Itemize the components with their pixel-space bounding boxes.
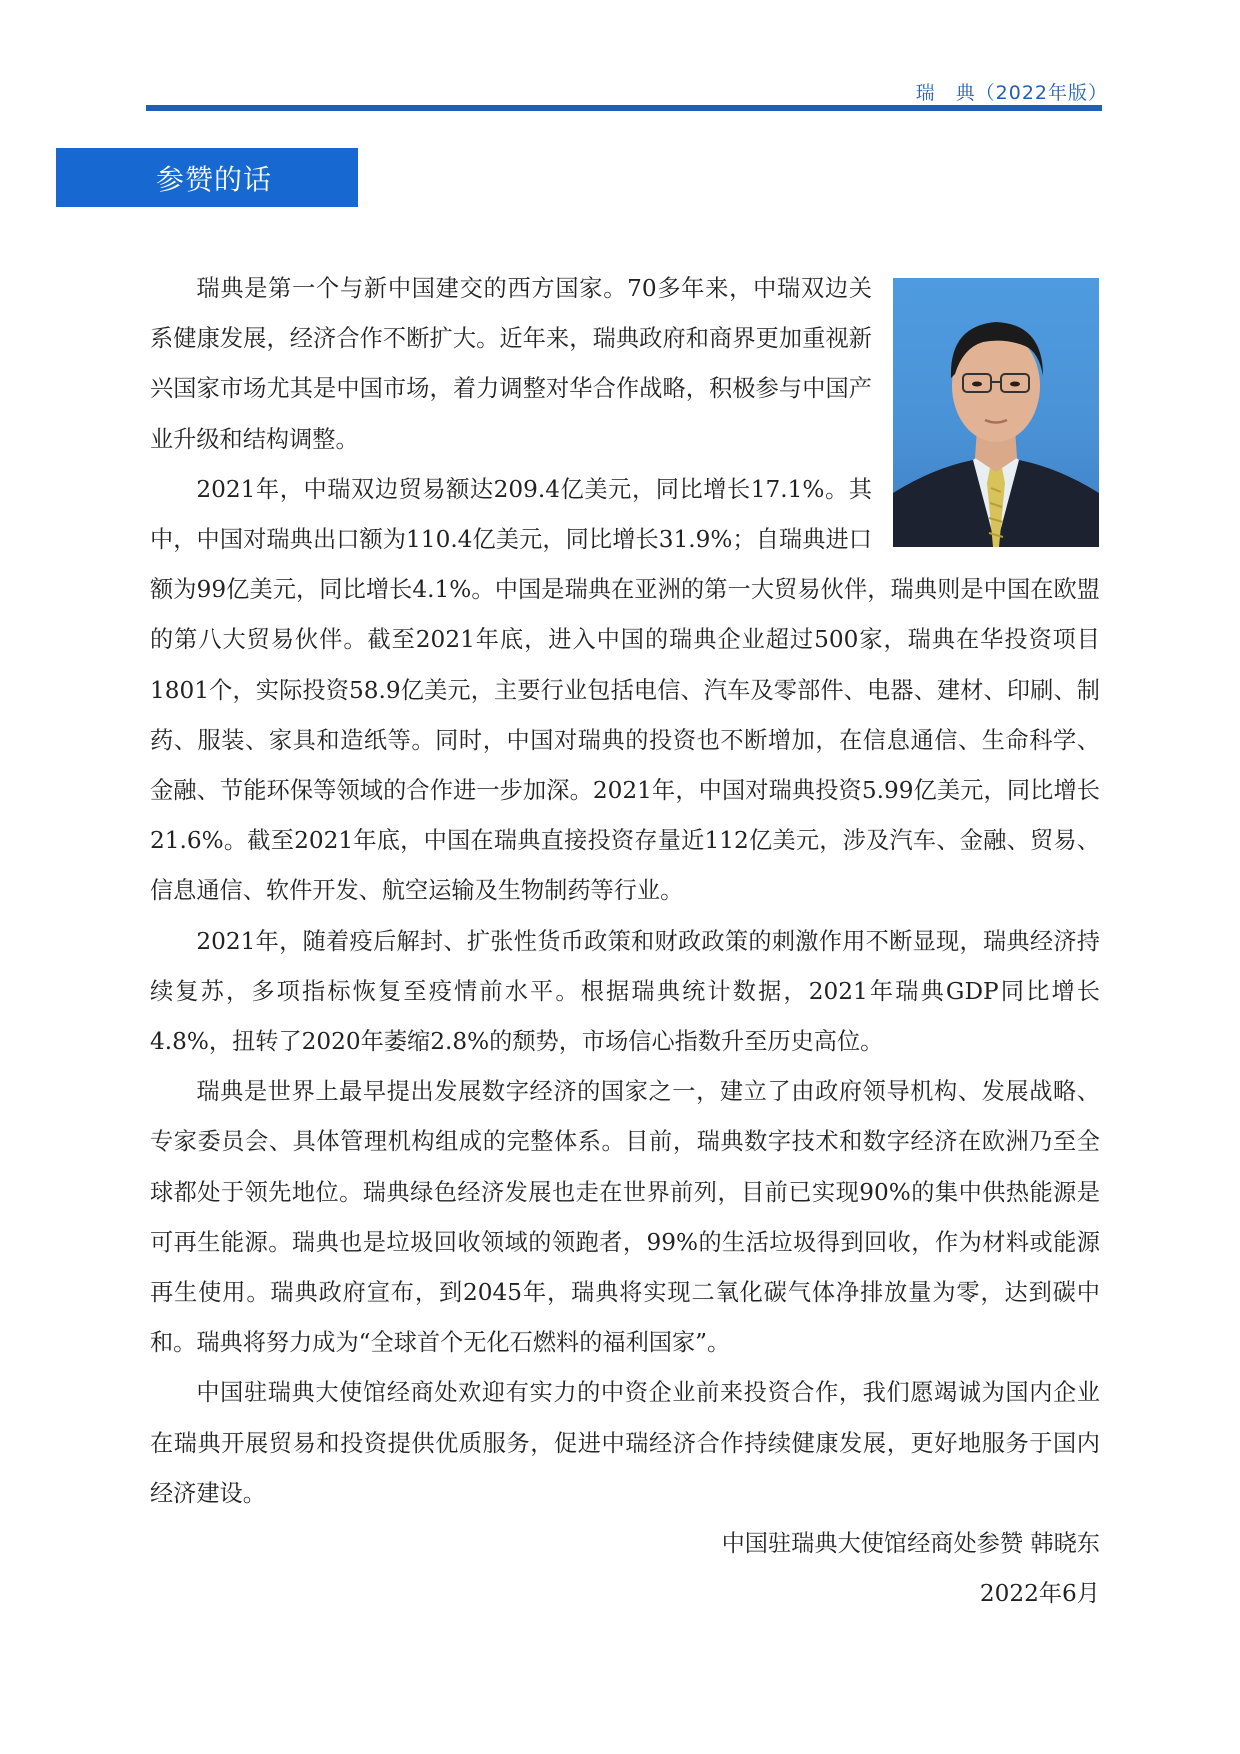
paragraph-4: 瑞典是世界上最早提出发展数字经济的国家之一，建立了由政府领导机构、发展战略、专家委员会、具体管理机构组成的完整体系。目前，瑞典数字技术和数字经济在欧洲乃至全球都处于领先地位。瑞典绿色经济发展也走在世界前列，目前已实现90%的集中供热能源是可再生能源。瑞典也是垃圾回收领域的领跑者，99%的生活垃圾得到回收，作为材料或能源再生使用。瑞典政府宣布，到2045年，瑞典将实现二氧化碳气体净排放量为零，达到碳中和。瑞典将努力成为“全球首个无化石燃料的福利国家”。 (150, 1078, 1100, 1357)
paragraph-5: 中国驻瑞典大使馆经商处欢迎有实力的中资企业前来投资合作，我们愿竭诚为国内企业在瑞典开展贸易和投资提供优质服务，促进中瑞经济合作持续健康发展，更好地服务于国内经济建设。 (150, 1379, 1100, 1507)
header-title: 瑞 典（2022年版） (915, 82, 1108, 104)
signature-date: 2022年6月 (979, 1580, 1100, 1608)
section-banner (56, 148, 358, 207)
paragraph-2: 2021年，中瑞双边贸易额达209.4亿美元，同比增长17.1%。其中，中国对瑞典出口额为110.4亿美元，同比增长31.9%；自瑞典进口额为99亿美元，同比增长4.1%。中国是瑞典在亚洲的第一大贸易伙伴，瑞典则是中国在欧盟的第八大贸易伙伴。截至2021年底，进入中国的瑞典企业超过500家，瑞典在华投资项目1801个，实际投资58.9亿美元，主要行业包括电信、汽车及零部件、电器、建材、印刷、制药、服装、家具和造纸等。同时，中国对瑞典的投资也不断增加，在信息通信、生命科学、金融、节能环保等领域的合作进一步加深。2021年，中国对瑞典投资5.99亿美元，同比增长21.6%。截至2021年底，中国在瑞典直接投资存量近112亿美元，涉及汽车、金融、贸易、信息通信、软件开发、航空运输及生物制药等行业。 (150, 475, 1100, 905)
article-body (150, 264, 1100, 1619)
paragraph-3: 2021年，随着疫后解封、扩张性货币政策和财政政策的刺激作用不断显现，瑞典经济持续复苏，多项指标恢复至疫情前水平。根据瑞典统计数据，2021年瑞典GDP同比增长4.8%，扭转了2020年萎缩2.8%的颓势，市场信心指数升至历史高位。 (150, 927, 1100, 1056)
section-title: 参赞的话 (156, 162, 273, 196)
header-rule (146, 105, 1102, 111)
signature-author: 中国驻瑞典大使馆经商处参赞 韩晓东 (721, 1530, 1100, 1558)
paragraph-1: 瑞典是第一个与新中国建交的西方国家。70多年来，中瑞双边关系健康发展，经济合作不断扩大。近年来，瑞典政府和商界更加重视新兴国家市场尤其是中国市场，着力调整对华合作战略，积极参与中国产业升级和结构调整。 (150, 275, 872, 453)
